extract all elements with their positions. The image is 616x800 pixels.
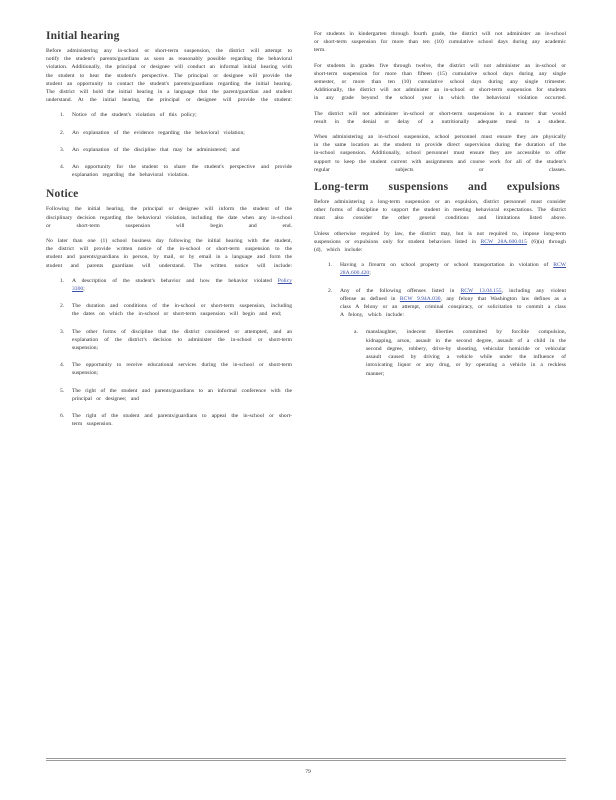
long-term-heading: Long-term suspensions and expulsions <box>314 181 560 194</box>
long-term-section <box>314 181 566 378</box>
list-item: 3. The other forms of discipline that the district considered or attempted, and an explanation of the district's decision to administer the in-school or short-term suspension; <box>60 328 292 352</box>
rcw-13-04-155-link[interactable]: RCW 13.04.155 <box>460 287 502 294</box>
long-term-list <box>314 261 566 319</box>
long-term-paragraph-2: Unless otherwise required by law, the district may, but is not required to, impose long-term suspensions or expulsions only for student behaviors listed in RCW 28A.600.015 (6)(a) through (d), which include: <box>314 230 566 254</box>
list-item: 2. Any of the following offenses listed in RCW 13.04.155, including any violent offense as defined in RCW 9.94A.030, any felony that Washington law defines as a class A felony or an attempt, criminal conspiracy, or solicitation to commit a class A felony, which include: <box>328 287 567 319</box>
notice-paragraph-2: No later than one (1) school business day following the initial hearing with the student, the district will provide written notice of the in-school or short-term suspension to the student and parents/guardians in person, by mail, or by email in a language and form the student and parents guardians will understand. The written notice will include: <box>46 238 292 269</box>
k4-paragraph: For students in kindergarten through fourth grade, the district will not administer an in-school or short-term suspension for more than ten (10) cumulative school days during any academic term. <box>314 31 566 54</box>
rcw-28a-600-420-link[interactable]: RCW 28A.600.420 <box>340 262 567 277</box>
list-item: 5. The right of the student and parents/guardians to an informal conference with the principal or designee; and <box>60 387 292 402</box>
initial-hearing-list <box>46 111 292 179</box>
notice-heading: Notice <box>46 188 79 201</box>
footer-rule-2 <box>46 760 566 761</box>
list-item: 1. Notice of the student's violation of this policy; <box>60 112 197 119</box>
list-item: 3. An explanation of the discipline that may be administered; and <box>60 146 240 153</box>
list-item: 4. The opportunity to receive educational services during the in-school or short-term suspension; <box>60 362 292 377</box>
list-item: 6. The right of the student and parents/guardians to appeal the in-school or short-term suspension. <box>60 413 292 428</box>
long-term-paragraph-1: Before administering a long-term suspension or an expulsion, district personnel must consider other forms of discipline to support the student in meeting behavioral expectations. The district must also consider the other general conditions and limitations listed above. <box>314 199 566 222</box>
list-item: 1. A description of the student's behavior and how the behavior violated Policy 3300; <box>60 277 292 293</box>
policy-3300-link[interactable]: Policy 3300 <box>72 277 292 293</box>
initial-hearing-section <box>46 30 292 179</box>
notice-section <box>46 188 292 428</box>
initial-hearing-heading: Initial hearing <box>46 30 120 42</box>
list-item: 1. Having a firearm on school property or school transportation in violation of RCW 28A.600.420; <box>328 262 567 277</box>
notice-paragraph-1: Following the initial hearing, the principal or designee will inform the student of the disciplinary decision regarding the behavioral violation, including the date when any in-school or short-term suspension will begin and end. <box>46 206 292 229</box>
left-column <box>46 30 292 438</box>
felony-sub-list <box>314 328 566 377</box>
list-item: 4. An opportunity for the student to share the student's perspective and provide explanation regarding the behavioral violation. <box>60 164 292 179</box>
meal-paragraph: The district will not administer in-school or short-term suspensions in a manner that would result in the denial or delay of a nutritionally adequate meal to a student. <box>314 110 566 125</box>
page-number: 79 <box>305 769 311 775</box>
list-item: a. manslaughter, indecent liberties committed by forcible compulsion, kidnapping, arson, assault in the second degree, assault of a child in the second degree, robbery, drive-by shooting, vehicular homicide or vehicular assault caused by driving a vehicle while under the influence of intoxicating liquor or any drug, or by operating a vehicle in a reckless manner; <box>354 329 566 377</box>
list-item: 2. The duration and conditions of the in-school or short-term suspension, including the dates on which the in-school or short-term suspension will begin and end; <box>60 303 292 318</box>
rcw-28a-600-015-link[interactable]: RCW 28A.600.015 <box>480 238 527 245</box>
supervision-paragraph: When administering an in-school suspension, school personnel must ensure they are physically in the same location as the student to provide direct supervision during the duration of the in-school suspension. Additionally, school personnel must ensure they are accessible to offer support to keep the student current with assignments and course work for all of the student's regular subjects or classes. <box>314 134 566 173</box>
initial-hearing-intro: Before administering any in-school or short-term suspension, the district will attempt to notify the student's parents/guardians as soon as reasonably possible regarding the behavioral violation. Additionally, the principal or designee will conduct an informal initial hearing with the student to hear the student's perspective. The principal or designee will provide the student an opportunity to contact the student's parents/guardians regarding the initial hearing. The district will hold the initial hearing in a language that the parent/guardian and student understand. At the initial hearing, the principal or designee will provide the student: <box>46 48 292 104</box>
rcw-9-94a-030-link[interactable]: RCW 9.94A.030 <box>399 295 441 302</box>
right-column <box>314 30 566 387</box>
list-item: 2. An explanation of the evidence regarding the behavioral violation; <box>60 129 245 136</box>
grades-5-12-paragraph: For students in grades five through twelve, the district will not administer an in-school or short-term suspension for more than fifteen (15) cumulative school days during any single semester, or more than ten (10) cumulative school days during any single trimester. Additionally, the district will not administer an in-school or short-term suspension for students in any grade beyond the school year in which the behavioral violation occurred. <box>314 62 566 102</box>
footer-rule <box>46 758 566 759</box>
notice-list <box>46 277 292 429</box>
